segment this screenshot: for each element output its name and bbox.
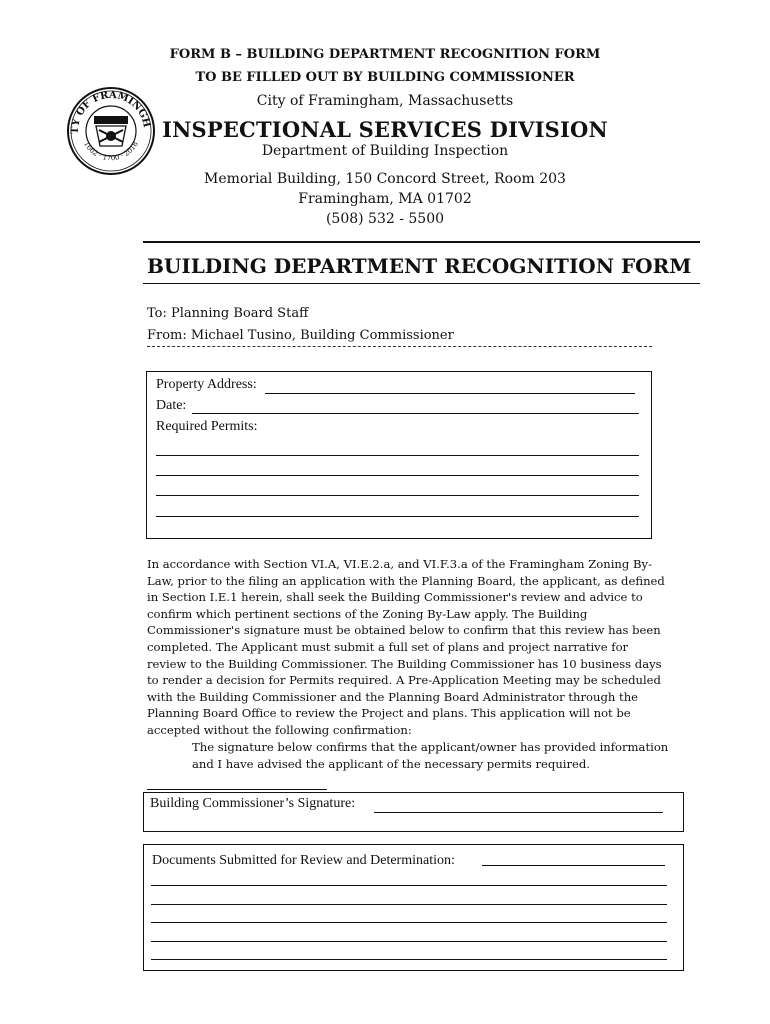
required-permits-line[interactable] [156, 455, 639, 456]
documents-line[interactable] [151, 922, 667, 923]
memo-from: From: Michael Tusino, Building Commissioner [147, 328, 454, 343]
city-name: City of Framingham, Massachusetts [256, 93, 514, 109]
property-address-label: Property Address: [156, 377, 257, 392]
title-rule-bottom [143, 283, 700, 284]
documents-field[interactable] [482, 865, 665, 866]
documents-line[interactable] [151, 941, 667, 942]
form-title: BUILDING DEPARTMENT RECOGNITION FORM [147, 254, 692, 278]
city-seal-logo [66, 86, 156, 176]
property-info-box [146, 371, 652, 539]
signature-field[interactable] [374, 812, 663, 813]
required-permits-line[interactable] [156, 516, 639, 517]
documents-box [143, 844, 684, 971]
memo-to: To: Planning Board Staff [147, 306, 309, 321]
signature-box [143, 792, 684, 832]
phone-number: (508) 532 - 5500 [325, 211, 445, 227]
date-field[interactable] [192, 413, 639, 414]
signature-overline [147, 789, 327, 790]
form-code-heading: FORM B – BUILDING DEPARTMENT RECOGNITION FORM [169, 47, 601, 62]
zoning-bylaw-paragraph: In accordance with Section VI.A, VI.E.2.a, and VI.F.3.a of the Framingham Zoning By-Law, prior to the filing an application with the Planning Board, the applicant, as defined in Section I.E.1 herein, shall seek the Building Commissioner's review and advice to confirm which pertinent sections of the Zoning By-Law apply. The Building Commissioner's signature must be obtained below to confirm that this review has been completed. The Applicant must submit a full set of plans and project narrative for review to the Building Commissioner. The Building Commissioner has 10 business days to render a decision for Permits required. A Pre-Application Meeting may be scheduled with the Building Commissioner and the Planning Board Administrator through the Planning Board Office to review the Project and plans. This application will not be accepted without the following confirmation: [147, 557, 665, 737]
documents-label: Documents Submitted for Review and Determination: [152, 853, 455, 868]
confirmation-statement: The signature below confirms that the applicant/owner has provided information and I have advised the applicant of the necessary permits required. [192, 740, 669, 771]
address-line-1: Memorial Building, 150 Concord Street, Room 203 [204, 171, 566, 187]
svg-text:CITY OF FRAMINGHAM: TY OF FRAMINGH [69, 89, 152, 135]
department-name: Department of Building Inspection [261, 143, 509, 159]
required-permits-line[interactable] [156, 475, 639, 476]
division-title: INSPECTIONAL SERVICES DIVISION [162, 117, 608, 142]
date-label: Date: [156, 398, 187, 413]
documents-line[interactable] [151, 885, 667, 886]
title-rule-top [143, 241, 700, 243]
property-address-field[interactable] [265, 393, 635, 394]
dashed-divider [147, 346, 652, 347]
required-permits-line[interactable] [156, 495, 639, 496]
documents-line[interactable] [151, 959, 667, 960]
office-address [0, 169, 770, 229]
documents-line[interactable] [151, 904, 667, 905]
signature-label: Building Commissioner’s Signature: [150, 796, 356, 811]
required-permits-label: Required Permits: [156, 419, 258, 434]
fill-instruction-heading: TO BE FILLED OUT BY BUILDING COMMISSIONER [195, 70, 575, 85]
svg-text:1662 · 1700 · 2018: 1662 · 1700 · 2018 [82, 140, 140, 163]
address-line-2: Framingham, MA 01702 [298, 191, 472, 207]
